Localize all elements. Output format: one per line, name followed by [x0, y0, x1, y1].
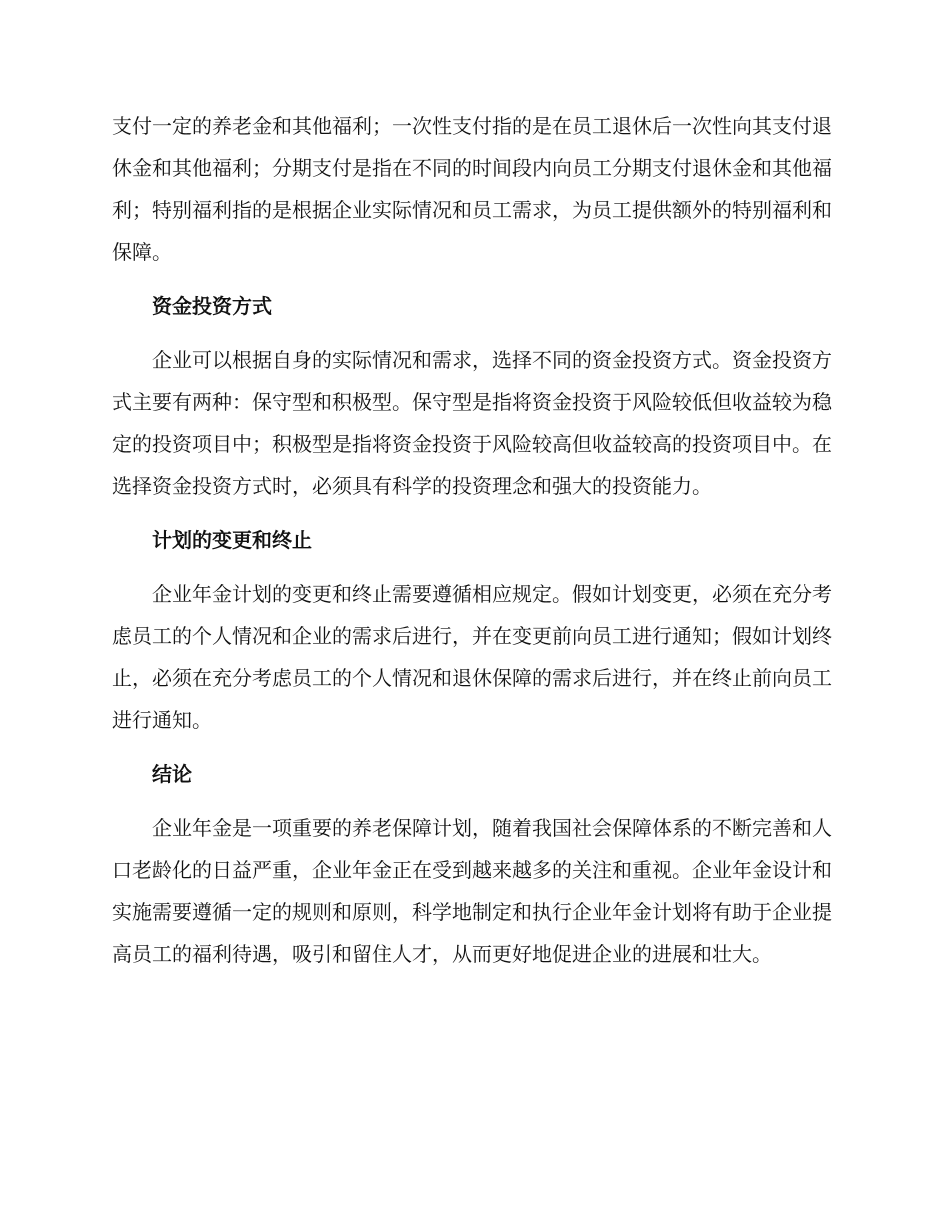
document-page: [112, 105, 832, 975]
section-heading-conclusion: 结论: [152, 762, 192, 786]
paragraph-change-termination: 企业年金计划的变更和终止需要遵循相应规定。假如计划变更，必须在充分考虑员工的个人情况和企业的需求后进行，并在变更前向员工进行通知；假如计划终止，必须在充分考虑员工的个人情况和退休保障的需求后进行，并在终止前向员工进行通知。: [112, 582, 832, 732]
paragraph-conclusion: 企业年金是一项重要的养老保障计划，随着我国社会保障体系的不断完善和人口老龄化的日益严重，企业年金正在受到越来越多的关注和重视。企业年金设计和实施需要遵循一定的规则和原则，科学地制定和执行企业年金计划将有助于企业提高员工的福利待遇，吸引和留住人才，从而更好地促进企业的进展和壮大。: [112, 816, 832, 966]
section-heading-investment: 资金投资方式: [152, 294, 272, 318]
paragraph-continuation: 支付一定的养老金和其他福利；一次性支付指的是在员工退休后一次性向其支付退休金和其他福利；分期支付是指在不同的时间段内向员工分期支付退休金和其他福利；特别福利指的是根据企业实际情况和员工需求，为员工提供额外的特别福利和保障。: [112, 114, 832, 264]
section-heading-change-termination: 计划的变更和终止: [152, 528, 312, 552]
paragraph-investment: 企业可以根据自身的实际情况和需求，选择不同的资金投资方式。资金投资方式主要有两种：保守型和积极型。保守型是指将资金投资于风险较低但收益较为稳定的投资项目中；积极型是指将资金投资于风险较高但收益较高的投资项目中。在选择资金投资方式时，必须具有科学的投资理念和强大的投资能力。: [112, 348, 832, 498]
